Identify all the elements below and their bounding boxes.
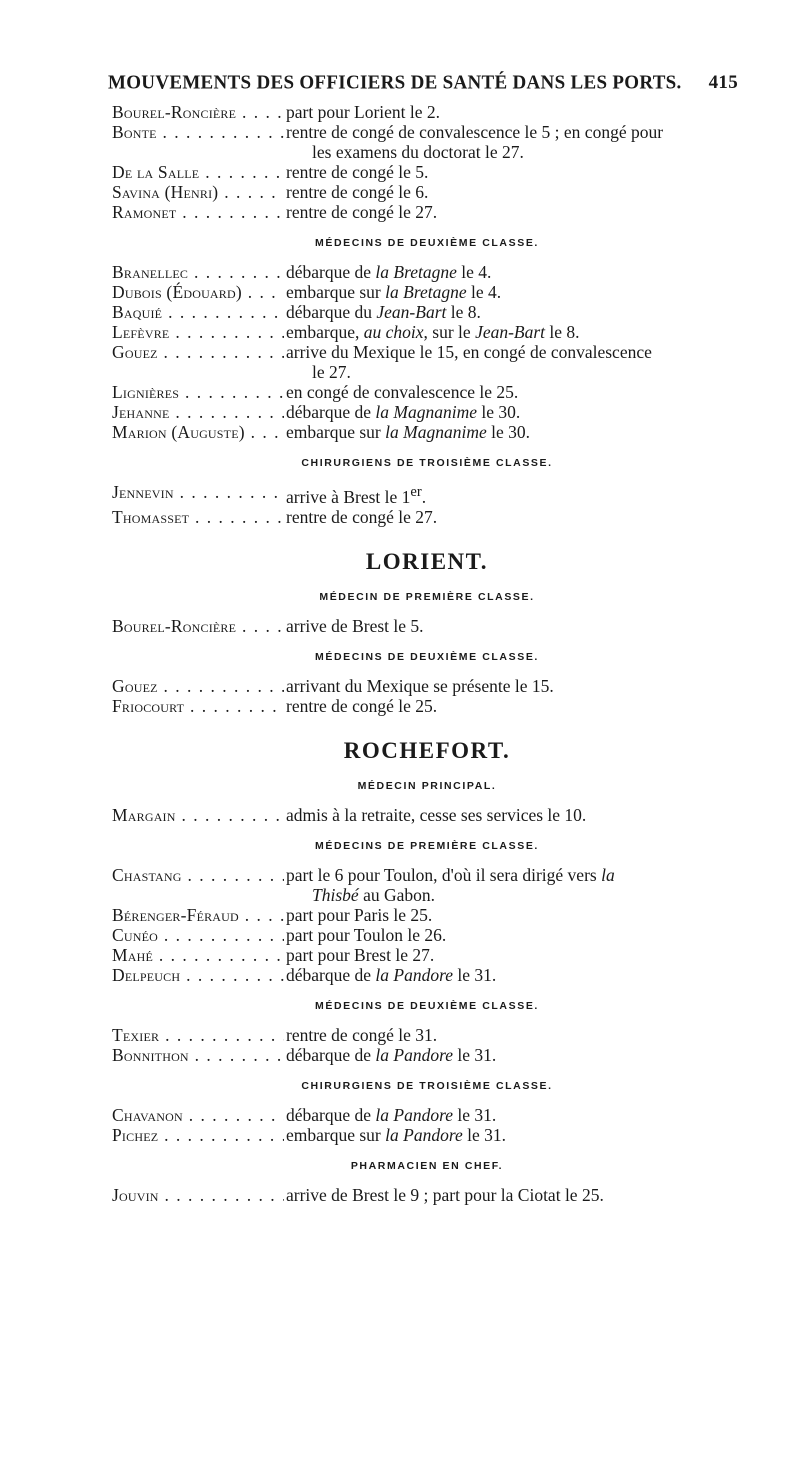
movement-description: arrive du Mexique le 15, en congé de convalescence le 27. (284, 342, 742, 382)
rank-subheading: PHARMACIEN EN CHEF. (350, 1159, 504, 1172)
officer-name: Thomasset . . . (112, 507, 284, 527)
officer-name: Ramonet . . . (112, 202, 284, 222)
officer-name: Marion (Auguste) . . . (112, 422, 284, 442)
movement-description: part pour Lorient le 2. (286, 102, 441, 122)
page-header (108, 72, 738, 94)
officer-entry (112, 865, 742, 905)
movement-description: arrive de Brest le 9 ; part pour la Ciotat le 25. (286, 1184, 604, 1205)
movement-description: en congé de convalescence le 25. (286, 382, 519, 402)
officer-entry (112, 1125, 742, 1145)
officer-name: Texier . . . (112, 1025, 284, 1045)
officer-name: Chastang . . . (112, 865, 284, 905)
officer-entry (112, 696, 742, 716)
rank-subheading: MÉDECIN PRINCIPAL. (357, 779, 497, 792)
rank-subheading: CHIRURGIENS DE TROISIÈME CLASSE. (301, 1079, 553, 1092)
movement-description: arrive à Brest le 1er. (286, 484, 427, 507)
officer-entry (112, 945, 742, 965)
officer-entry (112, 482, 742, 507)
officer-name: Chavanon . . . (112, 1105, 284, 1125)
movement-description: débarque de la Pandore le 31. (286, 964, 497, 985)
movement-description: rentre de congé de convalescence le 5 ; en congé pour les examens du doctorat le 27. (284, 122, 742, 162)
officer-name: Dubois (Édouard) . . . (112, 282, 284, 302)
officer-name: Gouez . . . (112, 342, 284, 382)
movement-description: part pour Paris le 25. (286, 904, 433, 925)
document-body (112, 102, 742, 1205)
rank-subheading: CHIRURGIENS DE TROISIÈME CLASSE. (301, 457, 553, 469)
officer-entry (112, 322, 742, 342)
page-title: MOUVEMENTS DES OFFICIERS DE SANTÉ DANS LES PORTS. (108, 71, 682, 94)
movement-description: part pour Brest le 27. (286, 944, 435, 965)
movement-description: part le 6 pour Toulon, d'où il sera dirigé vers la Thisbé au Gabon. (284, 865, 742, 905)
rank-subheading: MÉDECINS DE PREMIÈRE CLASSE. (315, 839, 539, 852)
officer-name: De la Salle . . . (112, 162, 284, 182)
officer-entry (112, 102, 742, 122)
officer-name: Friocourt . . . (112, 696, 284, 716)
officer-name: Bourel-Roncière . . . (112, 102, 284, 122)
officer-name: Bonnithon . . . (112, 1045, 284, 1065)
movement-description: admis à la retraite, cesse ses services le 10. (286, 804, 587, 825)
officer-entry (112, 402, 742, 422)
port-heading: LORIENT. (365, 548, 489, 574)
movement-description: rentre de congé le 6. (286, 182, 429, 202)
port-heading: ROCHEFORT. (343, 737, 511, 763)
officer-name: Bérenger-Féraud . . . (112, 905, 284, 925)
movement-description-continued: les examens du doctorat le 27. (312, 142, 524, 162)
movement-description: débarque de la Pandore le 31. (286, 1044, 497, 1065)
officer-name: Pichez . . . (112, 1125, 284, 1145)
officer-entry (112, 905, 742, 925)
movement-description: rentre de congé le 25. (286, 695, 438, 716)
movement-description: embarque sur la Pandore le 31. (286, 1124, 507, 1145)
officer-name: Lefèvre . . . (112, 322, 284, 342)
movement-description: embarque, au choix, sur le Jean-Bart le 8. (286, 322, 580, 342)
officer-entry (112, 507, 742, 527)
officer-entry (112, 616, 742, 636)
rank-subheading: MÉDECIN DE PREMIÈRE CLASSE. (319, 590, 535, 603)
movement-description: rentre de congé le 31. (286, 1024, 438, 1045)
movement-description: arrivant du Mexique se présente le 15. (286, 675, 554, 696)
officer-name: Bourel-Roncière . . . (112, 616, 284, 636)
officer-name: Bonte . . . (112, 122, 284, 162)
movement-description: arrive de Brest le 5. (286, 615, 424, 636)
movement-description: débarque du Jean-Bart le 8. (286, 302, 481, 322)
officer-name: Savina (Henri) . . . (112, 182, 284, 202)
officer-name: Cunéo . . . (112, 925, 284, 945)
officer-entry (112, 202, 742, 222)
officer-entry (112, 262, 742, 282)
movement-description: débarque de la Bretagne le 4. (286, 262, 492, 282)
officer-name: Baquié . . . (112, 302, 284, 322)
movement-description: embarque sur la Magnanime le 30. (286, 422, 530, 442)
rank-subheading: MÉDECINS DE DEUXIÈME CLASSE. (315, 999, 539, 1012)
officer-entry (112, 182, 742, 202)
officer-entry (112, 1025, 742, 1045)
officer-entry (112, 162, 742, 182)
officer-name: Jouvin . . . (112, 1185, 284, 1205)
officer-entry (112, 805, 742, 825)
movement-description: rentre de congé le 27. (286, 202, 438, 222)
officer-name: Delpeuch . . . (112, 965, 284, 985)
movement-description: embarque sur la Bretagne le 4. (286, 282, 502, 302)
officer-entry (112, 1105, 742, 1125)
rank-subheading: MÉDECINS DE DEUXIÈME CLASSE. (315, 237, 539, 249)
officer-entry (112, 122, 742, 162)
officer-entry (112, 676, 742, 696)
officer-entry (112, 382, 742, 402)
officer-entry (112, 1185, 742, 1205)
officer-name: Mahé . . . (112, 945, 284, 965)
movement-description: débarque de la Magnanime le 30. (286, 402, 521, 422)
officer-name: Jennevin . . . (112, 482, 284, 507)
officer-entry (112, 302, 742, 322)
officer-entry (112, 965, 742, 985)
officer-entry (112, 342, 742, 382)
officer-name: Jehanne . . . (112, 402, 284, 422)
movement-description: rentre de congé le 27. (286, 506, 438, 527)
page-number: 415 (708, 72, 738, 93)
officer-entry (112, 925, 742, 945)
movement-description: débarque de la Pandore le 31. (286, 1104, 497, 1125)
movement-description: part pour Toulon le 26. (286, 924, 447, 945)
officer-name: Margain . . . (112, 805, 284, 825)
officer-name: Branellec . . . (112, 262, 284, 282)
movement-description-continued: le 27. (312, 362, 351, 382)
movement-description: rentre de congé le 5. (286, 162, 429, 182)
officer-entry (112, 1045, 742, 1065)
officer-name: Gouez . . . (112, 676, 284, 696)
rank-subheading: MÉDECINS DE DEUXIÈME CLASSE. (315, 650, 539, 663)
movement-description-continued: Thisbé au Gabon. (312, 884, 435, 905)
officer-entry (112, 282, 742, 302)
officer-entry (112, 422, 742, 442)
officer-name: Lignières . . . (112, 382, 284, 402)
